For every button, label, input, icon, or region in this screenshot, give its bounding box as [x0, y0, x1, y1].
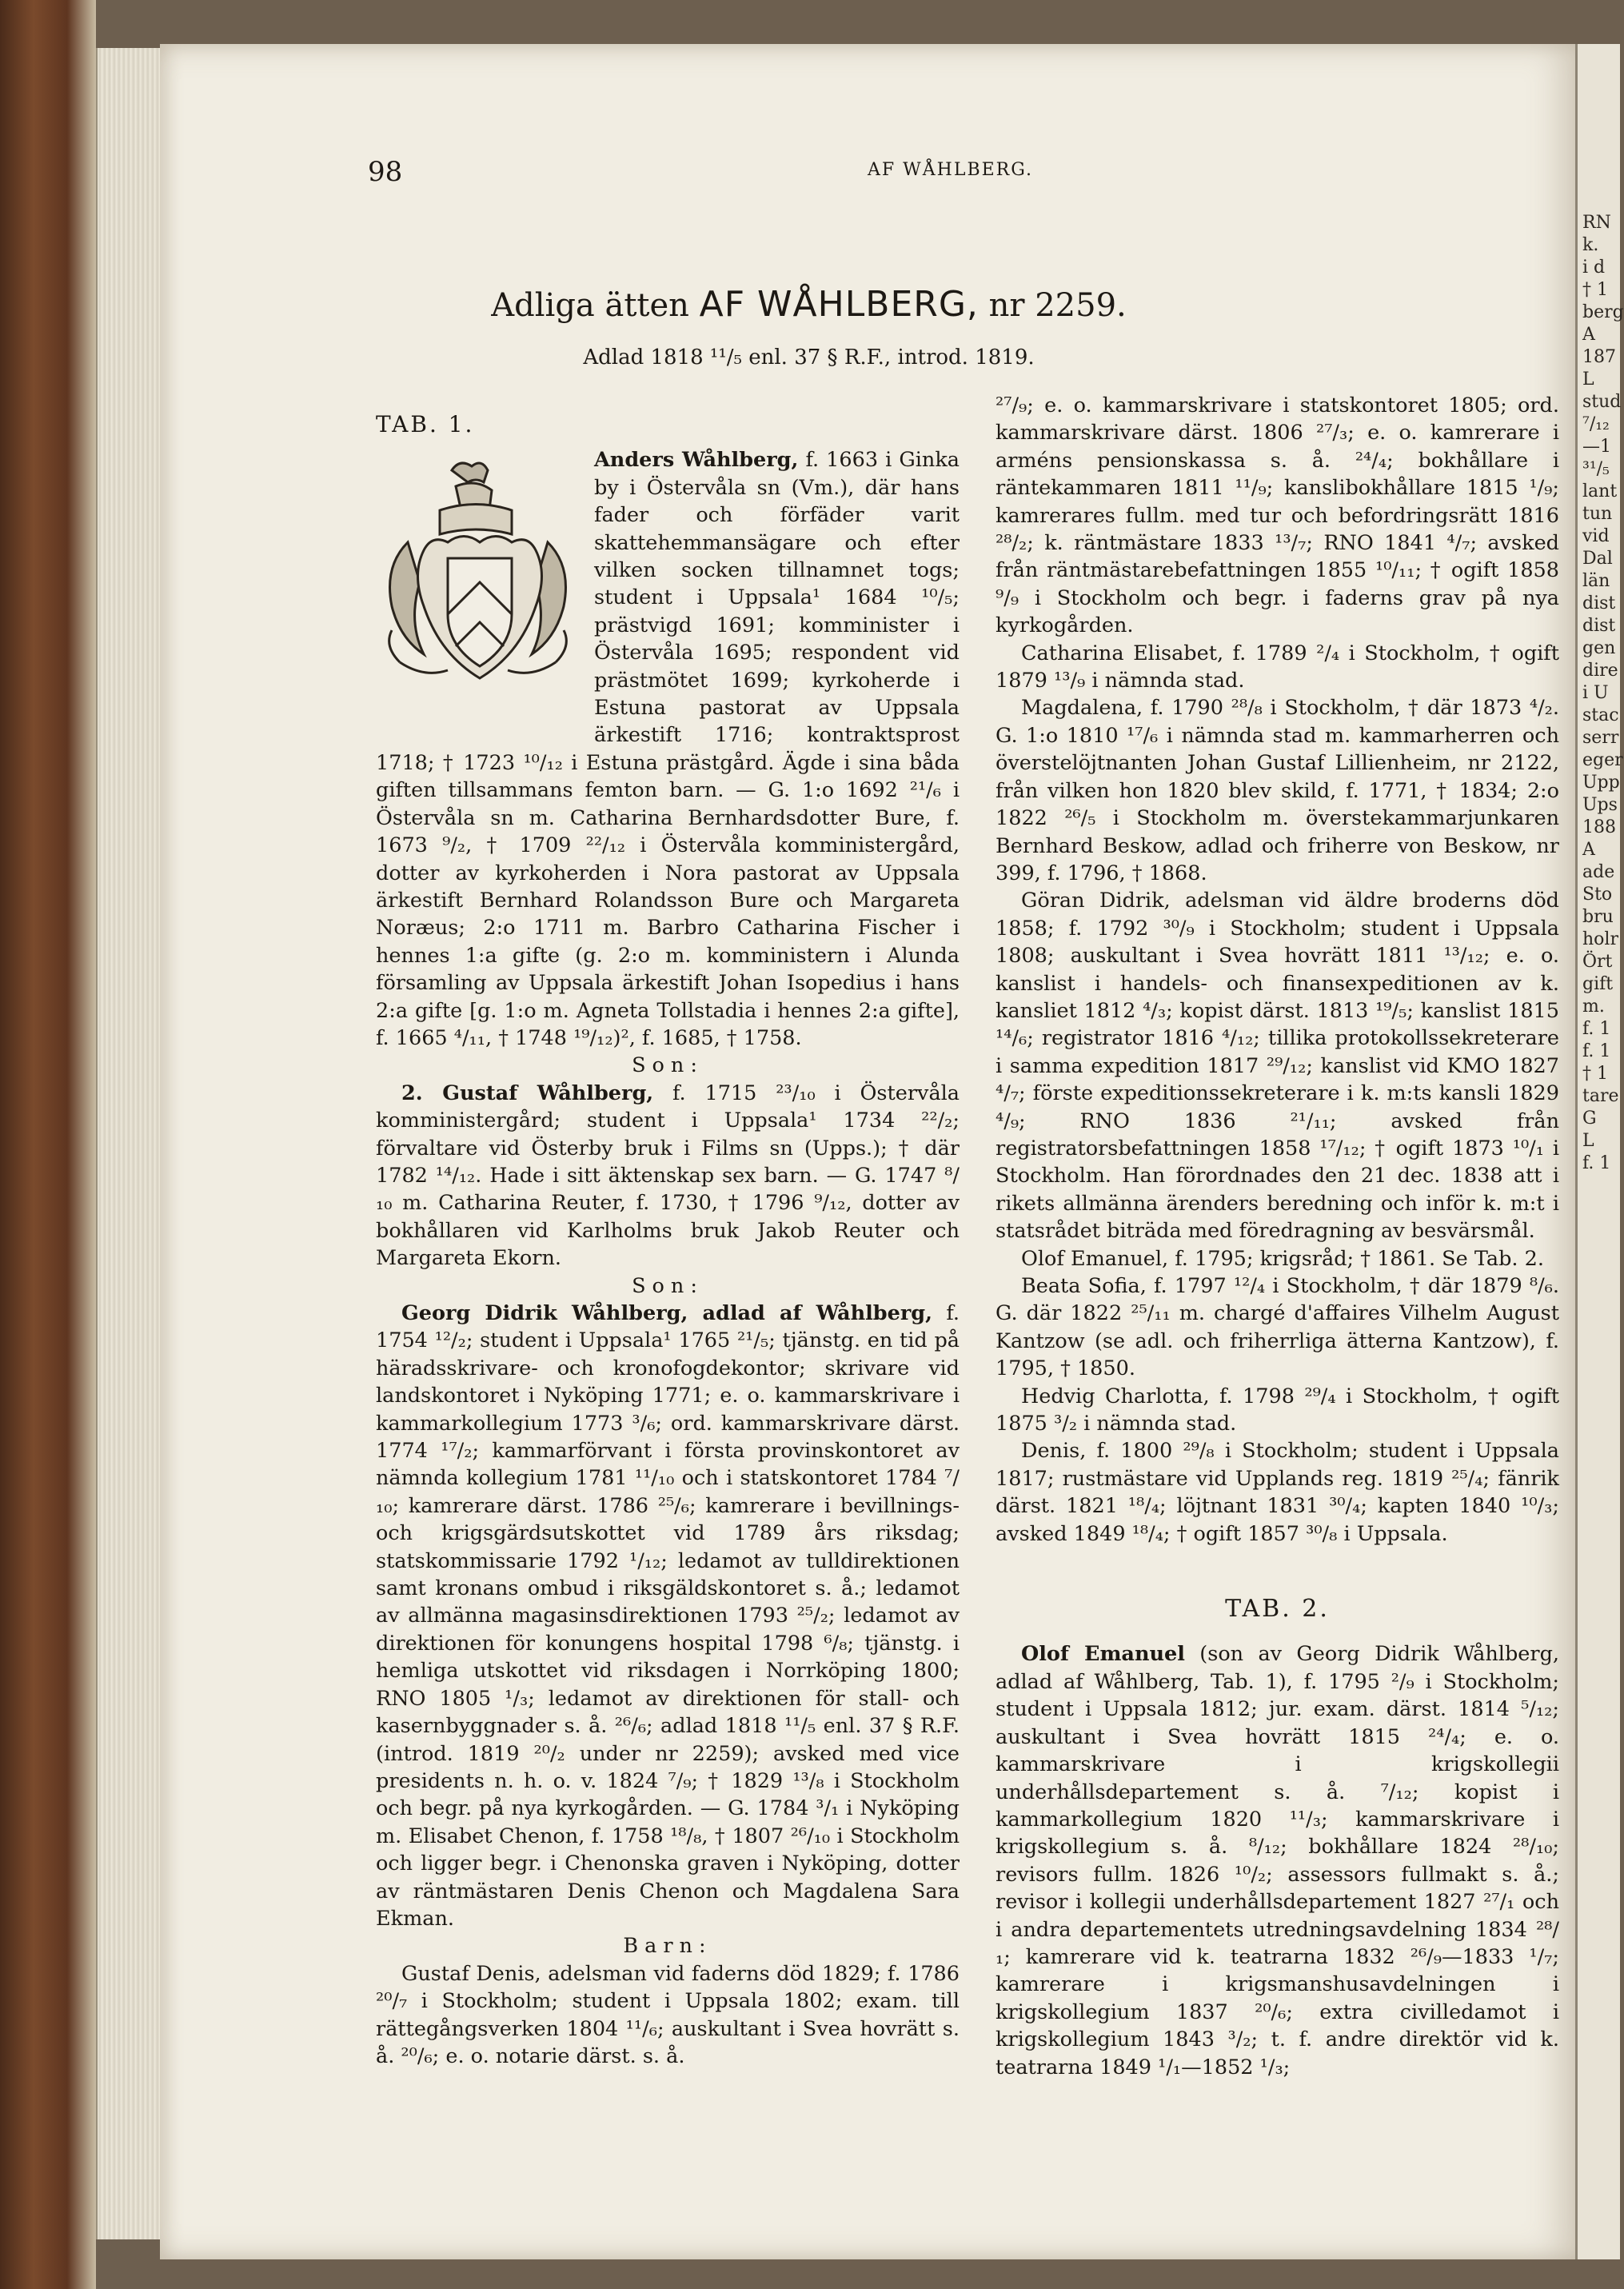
page-edges — [96, 48, 166, 2239]
next-page-fragment: Upp — [1582, 773, 1620, 793]
next-page-fragment: bru — [1582, 907, 1614, 927]
entry-anders-text: f. 1663 i Ginka by i Östervåla sn (Vm.), där hans fader och förfäder varit skattehemmansägare och efter vilken socken tillnamnet togs; student i Uppsala¹ 1684 ¹⁰/₅; prästvigd 1691; komminister i Östervåla 1695; respondent vid prästmötet 1699; kyrkoherde i Estuna pastorat av Uppsala ärkestift 1716; kontraktsprost 1718; † 1723 ¹⁰/₁₂ i Estuna prästgård. Ägde i sina båda giften tillsammans femton barn. — G. 1:o 1692 ²¹/₆ i Östervåla sn m. Catharina Bernhardsdotter Bure, f. 1673 ⁹/₂, † 1709 ²²/₁₂ i Östervåla komministergård, dotter av kyrkoherden i Nora pastorat av Uppsala ärkestift Bernhard Rolandsson Bure och Margareta Noræus; 2:o 1711 m. Barbro Catharina Fischer i hennes 1:a gifte (g. 2:o m. komministern i Alunda församling av Uppsala ärkestift Johan Isopedius i hans 2:a gifte [g. 1:o m. Agneta Tollstadia i hennes 2:a gifte], f. 1665 ⁴/₁₁, † 1748 ¹⁹/₁₂)², f. 1685, † 1758. — [376, 448, 960, 1050]
page-number: 98 — [368, 156, 403, 188]
entry-beata-sofia: Beata Sofia, f. 1797 ¹²/₄ i Stockholm, † där 1879 ⁸/₆. G. där 1822 ²⁵/₁₁ m. chargé d'affaires Vilhelm August Kantzow (se adl. och friherrliga ätterna Kantzow), f. 1795, † 1850. — [996, 1274, 1559, 1381]
son-label-1: Son: — [632, 1053, 704, 1078]
page-title — [0, 284, 1624, 325]
title-number: nr 2259. — [988, 287, 1127, 324]
next-page-fragment: lant — [1582, 481, 1618, 501]
entry-hedvig-charlotta: Hedvig Charlotta, f. 1798 ²⁹/₄ i Stockholm, † ogift 1875 ³/₂ i nämnda stad. — [996, 1384, 1559, 1436]
next-page-fragment: eger — [1582, 750, 1623, 770]
next-page-fragment: 187 — [1582, 347, 1616, 367]
next-page-fragment: serr — [1582, 728, 1619, 748]
next-page-fragment: i U — [1582, 683, 1609, 703]
right-column — [996, 392, 1559, 2081]
next-page-fragment: f. 1 — [1582, 1019, 1611, 1039]
next-page-fragment: A — [1582, 840, 1595, 860]
title-prefix: Adliga ätten — [491, 287, 689, 324]
entry-georg-text: f. 1754 ¹²/₂; student i Uppsala¹ 1765 ²¹/₅; tjänstg. en tid på häradsskrivare- och kronofogdekontor; skrivare vid landskontoret i Nyköping 1771; e. o. kammarskrivare i kammarkollegium 1773 ³/₆; ord. kammarskrivare därst. 1774 ¹⁷/₂; kammarförvant i första provinskontoret av nämnda kollegium 1781 ¹¹/₁₀ och i statskontoret 1784 ⁷/₁₀; kamrerare därst. 1786 ²⁵/₆; kamrerare i bevillnings- och krigsgärdsutskottet vid 1789 års riksdag; statskommissarie 1792 ¹/₁₂; ledamot av tulldirektionen samt kronans ombud i riksgäldskontoret s. å.; ledamot av allmänna magasinsdirektionen 1793 ²⁵/₂; ledamot av direktionen för konungens hospital 1798 ⁶/₈; tjänstg. i hemliga utskottet vid riksdagen i Norrköping 1800; RNO 1805 ¹/₃; ledamot av direktionen för stall- och kasernbyggnader s. å. ²⁶/₆; adlad 1818 ¹¹/₅ enl. 37 § R.F. (introd. 1819 ²⁰/₂ under nr 2259); avsked med vice presidents n. h. o. v. 1824 ⁷/₉; † 1829 ¹³/₈ i Stockholm och begr. på nya kyrkogården. — G. 1784 ³/₁ i Nyköping m. Elisabet Chenon, f. 1758 ¹⁸/₈, † 1807 ²⁶/₁₀ i Stockholm och ligger begr. i Chenonska graven i Nyköping, dotter av räntmästaren Denis Chenon och Magdalena Sara Ekman. — [376, 1301, 960, 1931]
next-page-fragment: stud — [1582, 392, 1622, 412]
next-page-fragment: RN — [1582, 213, 1611, 233]
next-page-fragment: dist — [1582, 616, 1616, 636]
son-label-2: Son: — [632, 1273, 704, 1298]
title-family-name: AF WÅHLBERG, — [699, 284, 979, 325]
next-page-fragment: L — [1582, 370, 1594, 389]
next-page-fragment: Ört — [1582, 952, 1613, 972]
next-page-fragment: Dal — [1582, 549, 1613, 569]
next-page-fragment: † 1 — [1582, 280, 1608, 300]
left-column — [376, 400, 960, 2070]
next-page-fragment: † 1 — [1582, 1064, 1608, 1084]
entry-gustaf-name: 2. Gustaf Wåhlberg, — [401, 1081, 654, 1105]
entry-gustaf-text: f. 1715 ²³/₁₀ i Östervåla komministergård; student i Uppsala¹ 1734 ²²/₂; förvaltare vid Österby bruk i Films sn (Upps.); † där 1782 ¹⁴/₁₂. Hade i sitt äktenskap sex barn. — G. 1747 ⁸/₁₀ m. Catharina Reuter, f. 1730, † 1796 ⁹/₁₂, dotter av bokhållaren vid Karlholms bruk Jakob Reuter och Margareta Ekorn. — [376, 1081, 960, 1271]
next-page-fragment: gen — [1582, 638, 1616, 658]
next-page-fragment: i d — [1582, 258, 1606, 278]
entry-catharina-elisabet: Catharina Elisabet, f. 1789 ²/₄ i Stockholm, † ogift 1879 ¹³/₉ i nämnda stad. — [996, 641, 1559, 693]
entry-gustaf — [376, 1080, 960, 1272]
entry-denis: Denis, f. 1800 ²⁹/₈ i Stockholm; student i Uppsala 1817; rustmästare vid Upplands reg. 1819 ²⁵/₄; fänrik därst. 1821 ¹⁸/₄; löjtnant 1831 ³⁰/₄; kapten 1840 ¹⁰/₃; avsked 1849 ¹⁸/₄; † ogift 1857 ³⁰/₈ i Uppsala. — [996, 1439, 1559, 1546]
next-page-fragment: —1 — [1582, 437, 1611, 457]
running-title: AF WÅHLBERG. — [868, 160, 1034, 180]
entry-magdalena: Magdalena, f. 1790 ²⁸/₈ i Stockholm, † där 1873 ⁴/₂. G. 1:o 1810 ¹⁷/₆ i nämnda stad m. kammarherren och överstelöjtnanten Johan Gustaf Lillienheim, nr 2122, från vilken hon 1820 blev skild, f. 1771, † 1834; 2:o 1822 ²⁶/₅ i Stockholm m. överstekammarjunkaren Bernhard Beskow, adlad och friherre von Beskow, nr 399, f. 1796, † 1868. — [996, 696, 1559, 885]
entry-goran-didrik: Göran Didrik, adelsman vid äldre broderns död 1858; f. 1792 ³⁰/₉ i Stockholm; student i Uppsala 1808; auskultant i Svea hovrätt 1811 ¹³/₁₂; e. o. kanslist i handels- och finansexpeditionen av k. kansliet 1812 ⁴/₃; kopist därst. 1813 ¹⁹/₅; kanslist 1815 ¹⁴/₆; registrator 1816 ⁴/₁₂; tillika protokollssekreterare i samma expedition 1817 ²⁹/₁₂; kanslist vid KMO 1827 ⁴/₇; förste expeditionssekreterare i k. m:ts kansli 1829 ⁴/₉; RNO 1836 ²¹/₁₁; avsked från registratorsbefattningen 1858 ¹⁷/₁₂; † ogift 1873 ¹⁰/₁ i Stockholm. Han förordnades den 21 dec. 1838 att i rikets allmänna ärenders beredning och inför k. m:t i statsrådet biträda med föredragning av besvärsmål. — [996, 889, 1559, 1244]
next-page-fragment: ade — [1582, 862, 1615, 882]
next-page-fragment: f. 1 — [1582, 1041, 1611, 1061]
entry-olof-emanuel — [996, 1640, 1559, 2081]
next-page-fragment: berg — [1582, 302, 1624, 322]
next-page-fragment: dist — [1582, 593, 1616, 613]
barn-label: Barn: — [623, 1934, 712, 1959]
entry-gustaf-denis: Gustaf Denis, adelsman vid faderns död 1829; f. 1786 ²⁰/₇ i Stockholm; student i Uppsala 1802; exam. till rättegångsverken 1804 ¹¹/₆; auskultant i Svea hovrätt s. å. ²⁰/₆; e. o. notarie därst. s. å. — [376, 1961, 960, 2068]
entry-olof-emanuel-short: Olof Emanuel, f. 1795; krigsråd; † 1861. Se Tab. 2. — [1021, 1246, 1544, 1271]
next-page-fragment: tare — [1582, 1086, 1619, 1106]
next-page-fragment: L — [1582, 1131, 1594, 1151]
next-page-fragment: stac — [1582, 705, 1619, 725]
next-page-fragment: holr — [1582, 929, 1618, 949]
next-page-fragment: ⁷/₁₂ — [1582, 414, 1610, 434]
tab-1-heading: TAB. 1. — [376, 411, 475, 437]
next-page-fragment: k. — [1582, 235, 1599, 255]
next-page-fragment: Ups — [1582, 795, 1618, 815]
next-page-fragment: m. — [1582, 997, 1605, 1017]
book-binding — [0, 0, 96, 2289]
next-page-fragment: f. 1 — [1582, 1153, 1611, 1173]
next-page-edge — [1575, 44, 1624, 2259]
next-page-fragment: Sto — [1582, 885, 1613, 905]
next-page-fragment: tun — [1582, 504, 1613, 524]
entry-olof-emanuel-text: (son av Georg Didrik Wåhlberg, adlad af Wåhlberg, Tab. 1), f. 1795 ²/₉ i Stockholm; student i Uppsala 1812; jur. exam. därst. 1814 ⁵/₁₂; auskultant i Svea hovrätt 1815 ²⁴/₄; e. o. kammarskrivare i krigskollegii underhållsdepartement s. å. ⁷/₁₂; kopist i kammarkollegium 1820 ¹¹/₃; kammarskrivare i krigskollegium s. å. ⁸/₁₂; bokhållare 1824 ²⁸/₁₀; revisors fullm. 1826 ¹⁰/₂; assessors fullmakt s. å.; revisor i kollegii underhållsdepartement 1827 ²⁷/₁ och i andra departementets utredningsavdelning 1834 ²⁸/₁; kamrerare vid k. teatrarna 1832 ²⁶/₉—1833 ¹/₇; kamrerare i krigsmanshusavdelningen i krigskollegium 1837 ²⁰/₆; extra civilledamot i krigskollegium 1843 ³/₂; t. f. andre direktör vid k. teatrarna 1849 ¹/₁—1852 ¹/₃; — [996, 1642, 1559, 2079]
tab-2-heading: TAB. 2. — [1225, 1595, 1330, 1624]
next-page-fragment: 188 — [1582, 817, 1616, 837]
coat-of-arms-icon — [376, 454, 580, 718]
next-page-fragment: ³¹/₅ — [1582, 459, 1610, 479]
next-page-fragment: G — [1582, 1109, 1597, 1129]
next-page-fragment: gift — [1582, 974, 1614, 994]
entry-georg-name: Georg Didrik Wåhlberg, adlad af Wåhlberg, — [401, 1301, 932, 1325]
next-page-fragment: A — [1582, 325, 1595, 345]
entry-georg — [376, 1300, 960, 1932]
entry-olof-emanuel-name: Olof Emanuel — [1021, 1642, 1185, 1667]
entry-continuation: ²⁷/₉; e. o. kammarskrivare i statskontoret 1805; ord. kammarskrivare därst. 1806 ²⁷/₃; e. o. kamrerare i arméns pensionskassa s. å. ²⁴/₄; bokhållare i räntekammaren 1811 ¹¹/₉; kanslibokhållare 1815 ¹/₉; kamrerares fullm. med tur och befordringsrätt 1816 ²⁸/₂; k. räntmästare 1833 ¹³/₇; RNO 1841 ⁴/₇; avsked från räntmästarebefattningen 1855 ¹⁰/₁₁; † ogift 1858 ⁹/₉ i Stockholm och begr. i faderns grav på nya kyrkogården. — [996, 393, 1559, 638]
page-subtitle: Adlad 1818 ¹¹/₅ enl. 37 § R.F., introd. 1819. — [583, 346, 1035, 370]
entry-anders-name: Anders Wåhlberg, — [594, 448, 799, 473]
next-page-fragment: län — [1582, 571, 1610, 591]
next-page-fragment: vid — [1582, 526, 1610, 546]
next-page-fragment: dire — [1582, 661, 1618, 681]
